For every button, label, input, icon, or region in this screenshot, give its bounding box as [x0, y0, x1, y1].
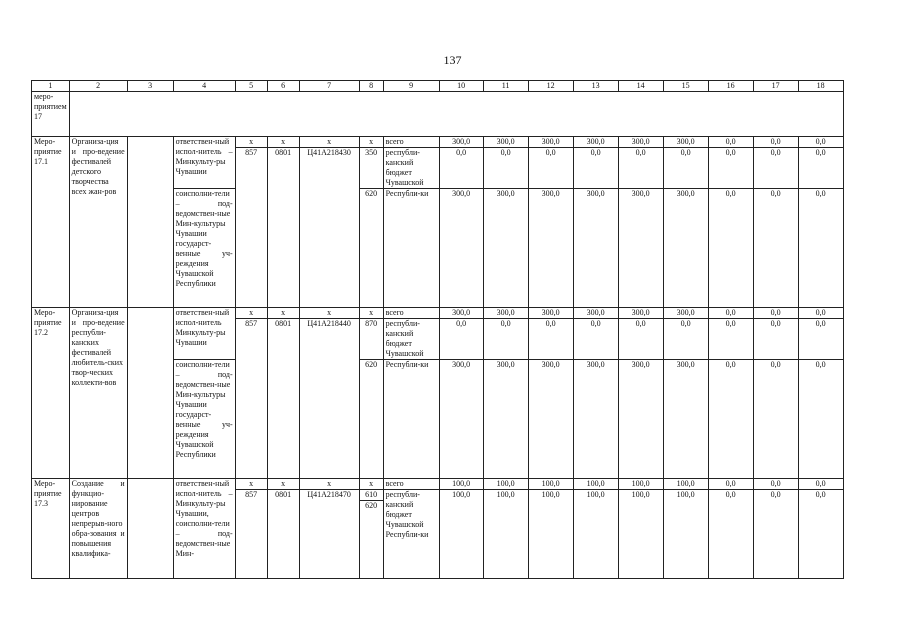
value-cell: 300,0 [483, 189, 528, 308]
page-number: 137 [443, 53, 462, 67]
csr-cell: Ц41А218430 [299, 148, 359, 308]
empty-cell [127, 137, 173, 308]
funding-source: республи-канский бюджет Чувашской Республи-ки [383, 490, 439, 579]
intro-cell: меро-приятием 17 [32, 92, 70, 137]
funding-source: республи-канский бюджет Чувашской [383, 148, 439, 189]
event-totals-row [32, 137, 844, 148]
value-cell: 0,0 [439, 148, 483, 189]
csr-cell: Ц41А218440 [299, 319, 359, 479]
column-header-18: 18 [798, 81, 843, 92]
value-cell: 0,0 [798, 308, 843, 319]
value-cell: 300,0 [483, 137, 528, 148]
value-cell: 0,0 [708, 479, 753, 490]
coexecutors: соисполни-тели – под-ведомствен-ные Мин-культуры Чувашии государст-венные уч-реждения Чувашской Республики [173, 189, 235, 308]
value-cell: 0,0 [618, 148, 663, 189]
funding-source: республи-канский бюджет Чувашской [383, 319, 439, 360]
column-header-11: 11 [483, 81, 528, 92]
column-header-17: 17 [753, 81, 798, 92]
event-description: Создание и функцио-нирование центров непрерыв-ного обра-зования и повышения квалифика- [69, 479, 127, 579]
event-totals-row [32, 479, 844, 490]
column-header-4: 4 [173, 81, 235, 92]
value-cell: 0,0 [798, 360, 843, 479]
grbs-cell: 857 [235, 490, 267, 579]
value-cell: 300,0 [573, 360, 618, 479]
vr-cell: 620 [359, 360, 383, 479]
column-header-5: 5 [235, 81, 267, 92]
value-cell: 100,0 [439, 490, 483, 579]
value-cell: 100,0 [483, 479, 528, 490]
column-header-8: 8 [359, 81, 383, 92]
csr-cell: x [299, 308, 359, 319]
column-header-7: 7 [299, 81, 359, 92]
value-cell: 0,0 [753, 360, 798, 479]
funding-source: всего [383, 479, 439, 490]
value-cell: 0,0 [708, 137, 753, 148]
funding-source: Республи-ки [383, 360, 439, 479]
value-cell: 0,0 [753, 148, 798, 189]
value-cell: 300,0 [618, 360, 663, 479]
value-cell: 300,0 [573, 137, 618, 148]
value-cell: 0,0 [708, 189, 753, 308]
value-cell: 300,0 [439, 360, 483, 479]
responsible-executor: ответствен-ный испол-нитель – Минкульту-ры Чувашии, соисполни-тели – под-ведомствен-ные Мин- [173, 479, 235, 579]
value-cell: 0,0 [753, 490, 798, 579]
value-cell: 0,0 [708, 319, 753, 360]
value-cell: 300,0 [618, 308, 663, 319]
value-cell: 0,0 [573, 319, 618, 360]
value-cell: 300,0 [528, 189, 573, 308]
rzpr-cell: 0801 [267, 319, 299, 479]
value-cell: 0,0 [753, 479, 798, 490]
rzpr-cell: x [267, 137, 299, 148]
value-cell: 300,0 [439, 137, 483, 148]
value-cell: 300,0 [663, 189, 708, 308]
value-cell: 0,0 [663, 319, 708, 360]
value-cell: 300,0 [528, 360, 573, 479]
value-cell: 0,0 [708, 308, 753, 319]
vr-cell: 620 [359, 189, 383, 308]
column-header-9: 9 [383, 81, 439, 92]
rzpr-cell: x [267, 479, 299, 490]
responsible-executor: ответствен-ный испол-нитель – Минкульту-ры Чувашии [173, 137, 235, 189]
responsible-executor: ответствен-ный испол-нитель Минкульту-ры Чувашии [173, 308, 235, 360]
value-cell: 100,0 [483, 490, 528, 579]
column-header-1: 1 [32, 81, 70, 92]
value-cell: 0,0 [483, 319, 528, 360]
value-cell: 0,0 [753, 308, 798, 319]
value-cell: 300,0 [439, 189, 483, 308]
empty-cell [127, 308, 173, 479]
value-cell: 300,0 [528, 308, 573, 319]
event-name: Меро-приятие 17.3 [32, 479, 70, 579]
value-cell: 300,0 [573, 189, 618, 308]
value-cell: 0,0 [708, 148, 753, 189]
value-cell: 0,0 [528, 148, 573, 189]
column-header-6: 6 [267, 81, 299, 92]
rzpr-cell: 0801 [267, 490, 299, 579]
value-cell: 0,0 [798, 319, 843, 360]
value-cell: 100,0 [528, 479, 573, 490]
value-cell: 0,0 [798, 148, 843, 189]
value-cell: 100,0 [439, 479, 483, 490]
vr-cell: 350 [359, 148, 383, 189]
value-cell: 300,0 [663, 137, 708, 148]
value-cell: 300,0 [483, 308, 528, 319]
rzpr-cell: x [267, 308, 299, 319]
value-cell: 100,0 [618, 490, 663, 579]
value-cell: 300,0 [618, 137, 663, 148]
vr-cell: x [359, 308, 383, 319]
csr-cell: x [299, 479, 359, 490]
funding-source: всего [383, 137, 439, 148]
csr-cell: x [299, 137, 359, 148]
grbs-cell: 857 [235, 319, 267, 479]
value-cell: 100,0 [528, 490, 573, 579]
value-cell: 300,0 [663, 308, 708, 319]
value-cell: 0,0 [753, 319, 798, 360]
column-header-13: 13 [573, 81, 618, 92]
value-cell: 0,0 [798, 189, 843, 308]
csr-cell: Ц41А218470 [299, 490, 359, 579]
event-description: Организа-ция и про-ведение республи-канских фестивалей любитель-ских твор-ческих коллекти-вов [69, 308, 127, 479]
value-cell: 0,0 [663, 148, 708, 189]
value-cell: 300,0 [439, 308, 483, 319]
coexecutors: соисполни-тели – под-ведомствен-ные Мин-культуры Чувашии государст-венные уч-реждения Чувашской Республики [173, 360, 235, 479]
value-cell: 100,0 [663, 479, 708, 490]
vr-cell: x [359, 479, 383, 490]
value-cell: 0,0 [528, 319, 573, 360]
event-totals-row [32, 308, 844, 319]
vr-cell: 870 [359, 319, 383, 360]
value-cell: 0,0 [798, 479, 843, 490]
vr-code: 620 [360, 500, 383, 511]
value-cell: 0,0 [439, 319, 483, 360]
column-header-14: 14 [618, 81, 663, 92]
program-table [31, 80, 844, 579]
rzpr-cell: 0801 [267, 148, 299, 308]
column-header-12: 12 [528, 81, 573, 92]
event-name: Меро-приятие 17.2 [32, 308, 70, 479]
value-cell: 0,0 [618, 319, 663, 360]
value-cell: 0,0 [573, 148, 618, 189]
value-cell: 0,0 [753, 189, 798, 308]
value-cell: 0,0 [708, 360, 753, 479]
value-cell: 100,0 [663, 490, 708, 579]
value-cell: 100,0 [618, 479, 663, 490]
grbs-cell: x [235, 137, 267, 148]
funding-source: Республи-ки [383, 189, 439, 308]
value-cell: 300,0 [483, 360, 528, 479]
value-cell: 100,0 [573, 490, 618, 579]
value-cell: 0,0 [798, 490, 843, 579]
column-number-row [32, 81, 844, 92]
value-cell: 0,0 [708, 490, 753, 579]
intro-empty [69, 92, 843, 137]
grbs-cell: 857 [235, 148, 267, 308]
value-cell: 0,0 [483, 148, 528, 189]
column-header-2: 2 [69, 81, 127, 92]
event-name: Меро-приятие 17.1 [32, 137, 70, 308]
funding-source: всего [383, 308, 439, 319]
column-header-16: 16 [708, 81, 753, 92]
column-header-10: 10 [439, 81, 483, 92]
empty-cell [127, 479, 173, 579]
value-cell: 0,0 [753, 137, 798, 148]
event-description: Организа-ция и про-ведение фестивалей детского творчества всех жан-ров [69, 137, 127, 308]
vr-code: 610 [365, 490, 378, 499]
grbs-cell: x [235, 479, 267, 490]
value-cell: 0,0 [798, 137, 843, 148]
value-cell: 300,0 [663, 360, 708, 479]
column-header-15: 15 [663, 81, 708, 92]
value-cell: 100,0 [573, 479, 618, 490]
column-header-3: 3 [127, 81, 173, 92]
value-cell: 300,0 [573, 308, 618, 319]
value-cell: 300,0 [618, 189, 663, 308]
vr-cell: x [359, 137, 383, 148]
value-cell: 300,0 [528, 137, 573, 148]
grbs-cell: x [235, 308, 267, 319]
intro-row [32, 92, 844, 137]
vr-cell [359, 490, 383, 579]
